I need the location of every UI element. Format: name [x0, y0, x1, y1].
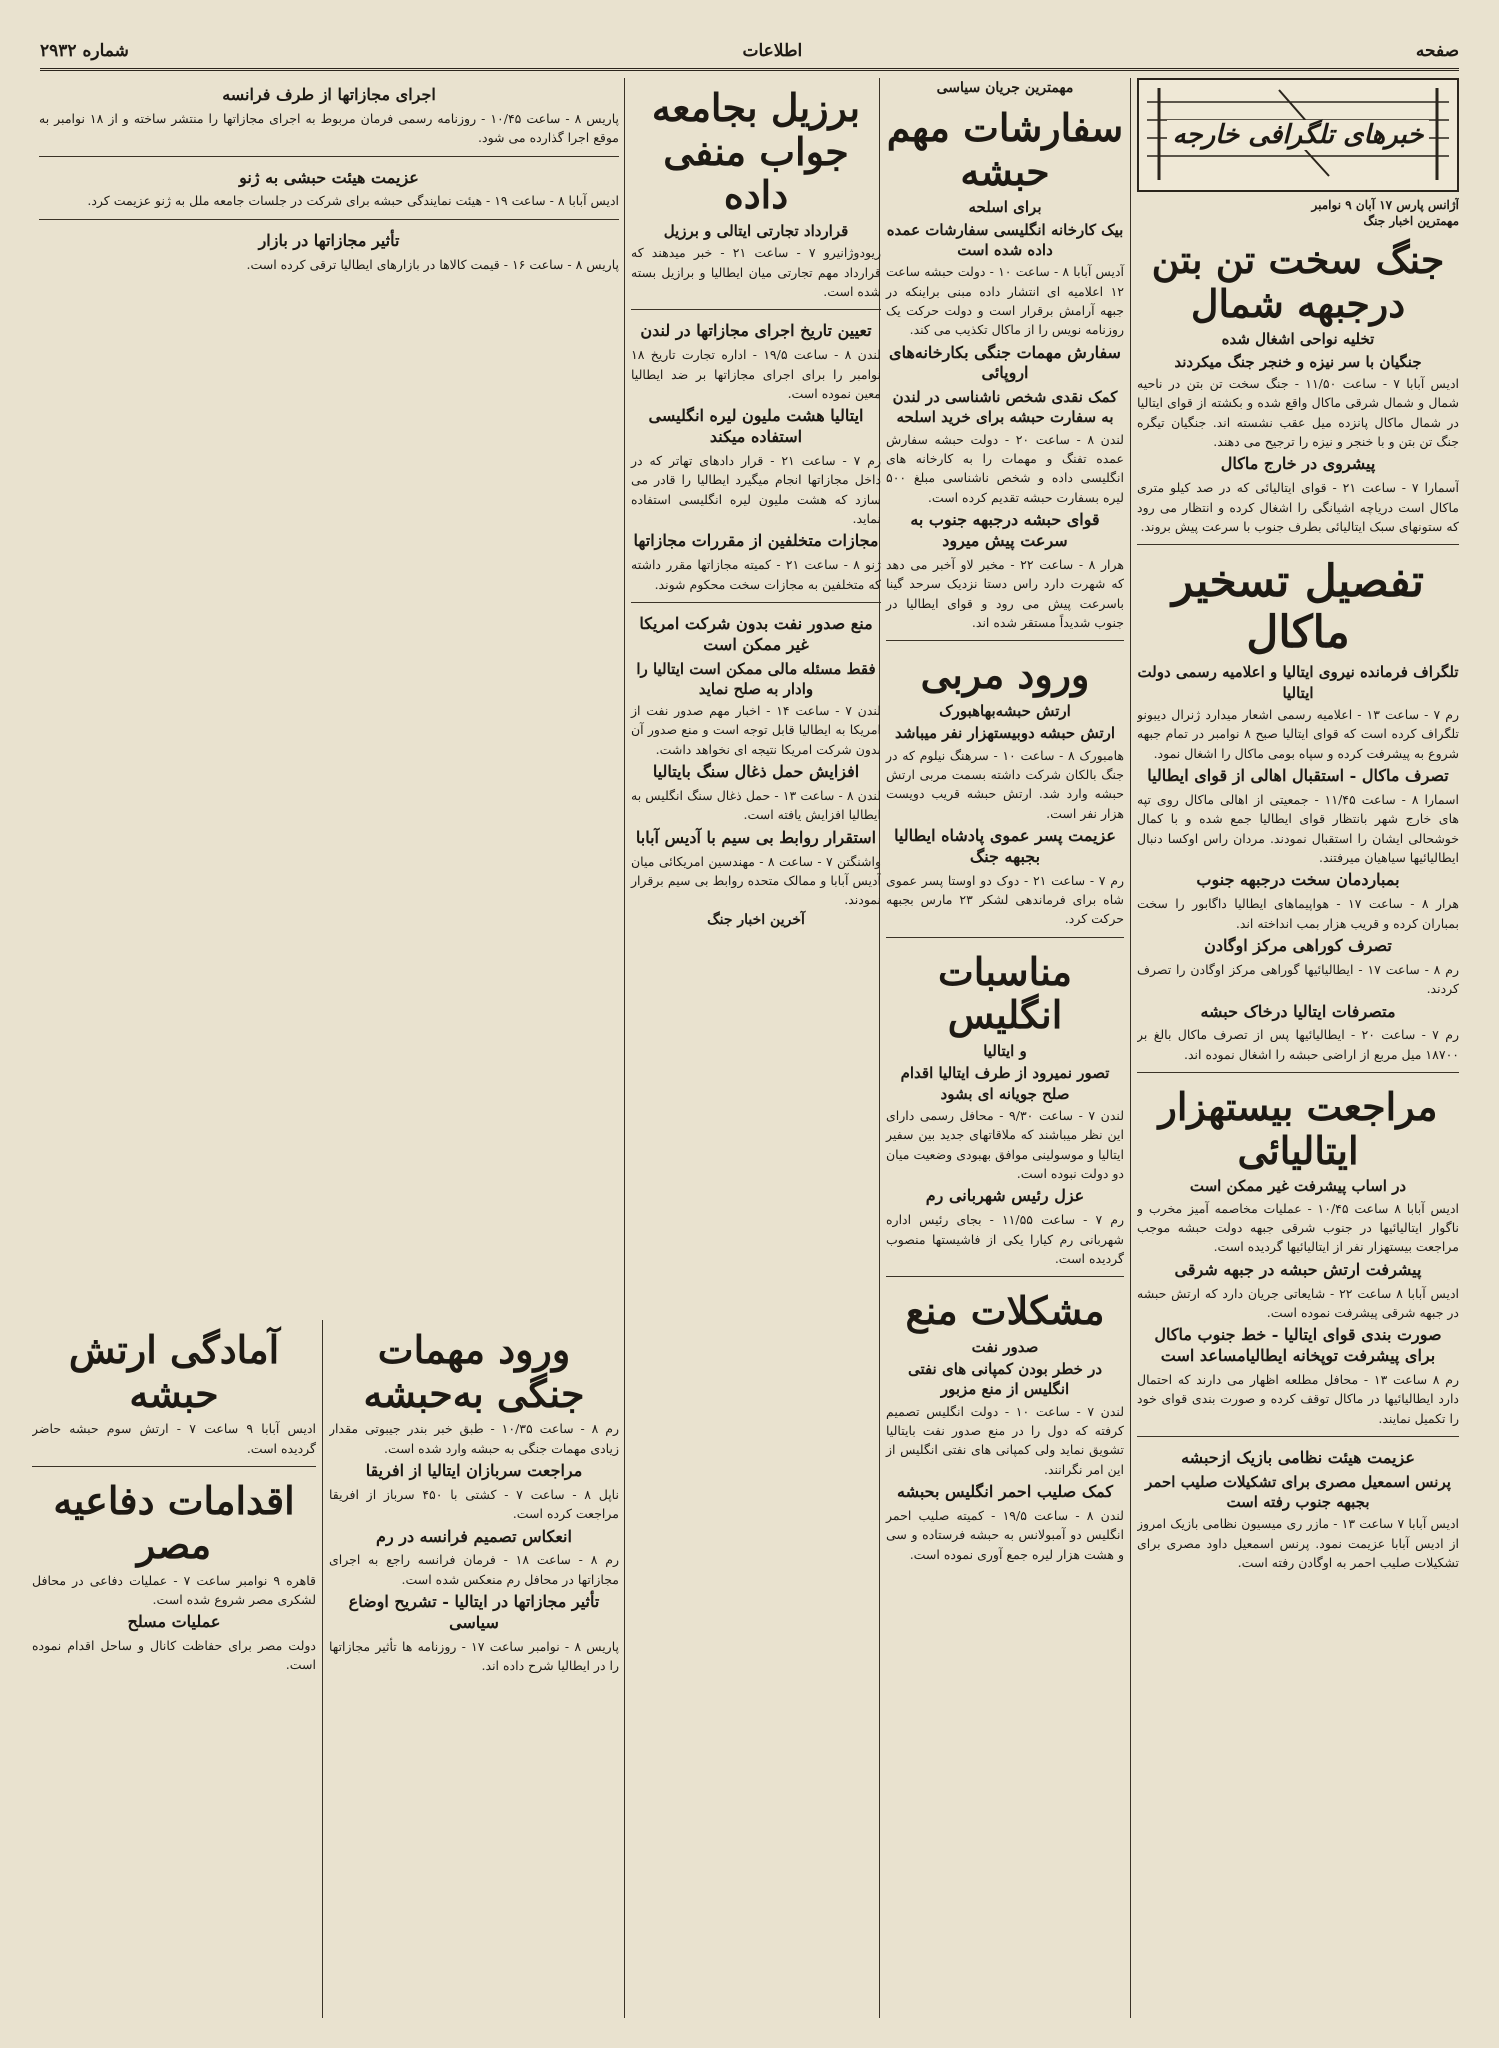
subhead: تعیین تاریخ اجرای مجازاتها در لندن	[640, 321, 872, 341]
story-body: لندن ۷ - ساعت ۱۰ - دولت انگلیس تصمیم کرفته که دول را در منع صدور نفت بایتالیا تشویق نماید ولی کمپانی های نفتی انگلیس از این امر نگرانند.	[886, 1403, 1124, 1477]
headline: جنگ سخت تن بتن درجبهه شمال	[1151, 237, 1445, 326]
story-body: لندن ۸ - ساعت ۱۹/۵ - اداره تجارت تاریخ ۱۸ نوامبر را برای اجرای مجازاتها بر ضد ایطالیا معین نموده است.	[631, 347, 881, 401]
subhead: پیشروی در خارج ماکال	[1220, 454, 1376, 474]
story-body: پاریس ۸ - نوامبر ساعت ۱۷ - روزنامه ها تأثیر مجازاتها را در ایطالیا شرح داده اند.	[329, 1638, 619, 1674]
story-arms-orders	[886, 98, 1124, 641]
subheadline: در خطر بودن کمپانی های نفتی انگلیس از منع مزبور	[907, 1360, 1103, 1399]
story-body: رم ۷ - ساعت ۱۳ - اعلامیه رسمی اشعار میدارد ژنرال دیبونو تلگراف کرده است که قوای ایتالیا صبح ۸ نوامبر در تمام جبهه شروع به پیشرفت کرده و سپاه بومی ماکال را اشغال نمود.	[1137, 706, 1459, 761]
story-body: ادیس آبابا ۹ ساعت ۷ - ارتش سوم حبشه حاضر گردیده است.	[32, 1421, 316, 1456]
story-body: پاریس ۸ - ساعت ۱۰/۴۵ - روزنامه رسمی فرمان مربوط به اجرای مجازاتها را منتشر ساخته و از ۱۸ نوامبر به موقع اجرا گذارده می شود.	[39, 110, 619, 146]
story-body: ژنو ۸ - ساعت ۲۱ - کمیته مجازاتها مقرر داشته که متخلفین به مجازات سخت محکوم شوند.	[631, 557, 881, 592]
headline: ورود مربی	[920, 652, 1090, 698]
subheadline: فقط مسئله مالی ممکن است ایتالیا را وادار به صلح نماید	[636, 659, 876, 698]
headline: مشکلات منع	[905, 1288, 1105, 1334]
subhead: ایتالیا هشت ملیون لیره انگلیسی استفاده میکند	[648, 406, 864, 447]
story-body: هرار ۸ - ساعت ۲۲ - مخبر لاو آخبر می دهد که شهرت دارد راس دستا نزدیک سرحد گینا باسرعت پیش می رود و قوای ایطالیا در جنوب شدیداً مستقر شده اند.	[886, 556, 1124, 630]
story-body: آدیس آبابا ۸ - ساعت ۱۰ - دولت حبشه ساعت ۱۲ اعلامیه ای انتشار داده مبنی براینکه در جبهه آرامش برقرار است و دولت حرکت یک روزنامه نویس را از ماکال تکذیب می کند.	[886, 264, 1124, 338]
subheadline: تصور نمیرود از طرف ایتالیا اقدام صلح جویانه ای بشود	[900, 1064, 1110, 1103]
story-body: ریودوژانیرو ۷ - ساعت ۲۱ - خبر میدهند که قرارداد مهم تجارتی میان ایطالیا و برازیل بسته شده است.	[631, 245, 881, 300]
subhead: متصرفات ایتالیا درخاک حبشه	[1200, 1001, 1396, 1021]
story-market	[39, 224, 619, 282]
story-body: رم ۸ - ساعت ۱۷ - ایطالیائیها گوراهی مرکز اوگادن را تصرف کردند.	[1137, 961, 1459, 997]
headline: آمادگی ارتش حبشه	[68, 1327, 280, 1416]
subheadline: بیک کارخانه انگلیسی سفارشات عمده داده شده است	[886, 220, 1124, 259]
headline: برزیل بجامعه جواب منفی داده	[651, 85, 861, 218]
story-body: رم ۸ - ساعت ۱۰/۳۵ - طبق خبر بندر جیبوتی مقدار زیادی مهمات جنگی به حبشه وارد شده است.	[329, 1421, 619, 1456]
subheadline: در اساب پیشرفت غیر ممکن است	[1189, 1177, 1407, 1196]
section-label: مهمترین اخبار جنگ	[1363, 214, 1459, 228]
subhead: افزایش حمل ذغال سنگ بایتالیا	[652, 762, 860, 782]
column-war-news	[1137, 78, 1459, 2018]
story-body: لندن ۸ - ساعت ۲۰ - دولت حبشه سفارش عمده تفنگ و مهمات را به کارخانه های انگلیسی داده و شخص ناشناسی مبلغ ۵۰۰ لیره بسفارت حبشه تقدیم کرده است.	[886, 431, 1124, 505]
story-egypt-defense	[32, 1471, 316, 1683]
story-body: رم ۷ - ساعت ۲۰ - ایطالیائیها پس از تصرف ماکال بالغ بر ۱۸۷۰۰ میل مربع از اراضی حبشه را اشغال نموده اند.	[1137, 1027, 1459, 1062]
paper-name: اطلاعات	[742, 41, 803, 61]
story-body: لندن ۷ - ساعت ۹/۳۰ - محافل رسمی دارای این نظر میباشند که ملاقاتهای جدید بین سفیر ایتالیا و موسولینی موافق بهبودی وضعیت میان دو دولت نبوده است.	[886, 1107, 1125, 1181]
story-belgian-mission	[1137, 1441, 1459, 1580]
subhead: عملیات مسلح	[127, 1612, 221, 1632]
subhead: منع صدور نفت بدون شرکت امریکا غیر ممکن است	[639, 614, 873, 654]
story-body: لندن ۷ - ساعت ۱۴ - اخبار مهم صدور نفت از امریکا به ایطالیا قابل توجه است و منع صدور آن بدون شرکت امریکا نتیجه ای نخواهد داشت.	[631, 703, 881, 757]
story-oil	[631, 607, 881, 936]
subhead: تأثیر مجازاتها در بازار	[258, 230, 400, 250]
story-body: رم ۷ - ساعت ۲۱ - دوک دو اوستا پسر عموی شاه برای فرماندهی لشکر ۲۳ مارس بجبهه حرکت کرد.	[886, 872, 1124, 927]
story-body: ادیس آبابا ۸ ساعت ۱۰/۴۵ - عملیات مخاصمه آمیز مخرب و ناگوار ایتالیائیها در جنوب شرقی جبهه دولت حبشه موجب مراجعت بیستهزار نفر از ایتالیائیها گردیده است.	[1137, 1200, 1459, 1255]
masthead	[40, 34, 1459, 71]
subhead: تصرف ماکال - استقبال اهالی از قوای ایطالیا	[1147, 766, 1449, 786]
story-body: ادیس آبابا ۷ - ساعت ۱۱/۵۰ - جنگ سخت تن بتن در ناحیه شمال و شمال شرقی ماکال واقع شده و بکشته از قوای ایتالیا در شمال ماکال پانزده میل عقب نشسته اند. جنگیان تیگره جنگ تن بتن و با خنجر و نیزه را ترجیح می دهند.	[1137, 375, 1459, 449]
subheadline: پرنس اسمعیل مصری برای تشکیلات صلیب احمر بجبهه جنوب رفته است	[1145, 1472, 1451, 1512]
subhead: تصرف کوراهی مرکز اوگادن	[1204, 935, 1392, 955]
subheadline: صدور نفت	[971, 1337, 1039, 1356]
story-italian-return	[1137, 1077, 1459, 1437]
subhead: سفارش مهمات جنگی بکارخانه‌های اروپائی	[889, 342, 1121, 383]
column-left-upper	[39, 78, 619, 1308]
story-munitions	[329, 1320, 619, 1684]
headline: سفارشات مهم حبشه	[886, 105, 1124, 194]
story-body: ناپل ۸ - ساعت ۷ - کشتی با ۴۵۰ سرباز از افریقا مراجعت کرده است.	[329, 1486, 619, 1522]
issue-label: شماره ۲۹۳۲	[40, 41, 129, 61]
story-army-ready	[32, 1320, 316, 1467]
dateline: آژانس پارس ۱۷ آبان ۹ نوامبر	[1311, 198, 1459, 212]
story-makale-capture	[1137, 549, 1459, 1073]
subheadline: تخلیه نواحی اشغال شده	[1221, 330, 1375, 349]
section-logo	[1137, 78, 1459, 192]
section-kicker: آخرین اخبار جنگ	[707, 911, 805, 928]
subheadline: جنگیان با سر نیزه و خنجر جنگ میکردند	[1174, 352, 1422, 371]
story-body: رم ۷ - ساعت ۲۱ - قرار دادهای تهاتر که در داخل مجازاتها انجام میگیرد ایطالیا را قادر می سازد که هشت ملیون لیره انگلیسی استفاده نماید.	[631, 452, 881, 527]
subhead: قوای حبشه درجبهه جنوب به سرعت پیش میرود	[910, 510, 1100, 551]
headline: اقدامات دفاعیه مصر	[53, 1478, 295, 1567]
subhead: بمباردمان سخت درجبهه جنوب	[1196, 870, 1400, 890]
page-label: صفحه	[1415, 41, 1459, 61]
story-sanctions-london	[631, 314, 881, 603]
column-left-lower-right	[329, 1320, 619, 2018]
story-body: ادیس آبابا ۸ ساعت ۲۲ - شایعاتی جریان دارد که ارتش حبشه در جبهه شرقی پیشرفت نموده است.	[1137, 1285, 1459, 1320]
story-body: اسمارا ۸ - ساعت ۱۱/۴۵ - جمعیتی از اهالی ماکال روی تپه های خارج شهر بانتظار قوای ایطالیا جمع شده و با کمال خوشحالی ایشان را استقبال نمودند. مردان راس اوکسا دنبال ایطالیائیها سیاهیان میرفتند.	[1137, 791, 1459, 866]
story-north-front	[1137, 230, 1459, 545]
story-france-sanctions	[39, 78, 619, 157]
subheadline: ارتش حبشه‌بهاهبورک	[939, 702, 1071, 720]
subhead: انعکاس تصمیم فرانسه در رم	[376, 1526, 572, 1546]
story-anglo-italian	[886, 942, 1124, 1278]
subhead: پیشرفت ارتش حبشه در جبهه شرقی	[1174, 1259, 1422, 1279]
subheadline: تلگراف فرمانده نیروی ایتالیا و اعلامیه رسمی دولت ایتالیا	[1137, 663, 1459, 702]
story-body: ادیس آبابا ۸ - ساعت ۱۹ - هیئت نمایندگی حبشه برای شرکت در جلسات جامعه ملل به ژنو عزیمت کرد.	[87, 193, 619, 209]
story-body: هرار ۸ - ساعت ۱۷ - هواپیماهای ایطالیا داگابور را سخت بمباران کرده و قریب هزار بمب انداخته اند.	[1137, 896, 1459, 931]
story-body: لندن ۸ - ساعت ۱۳ - حمل ذغال سنگ انگلیس به ایطالیا افزایش یافته است.	[631, 788, 881, 823]
story-body: رم ۷ - ساعت ۱۱/۵۵ - بجای رئیس اداره شهربانی رم کیارا یکی از فاشیستها منصوب گردیده است.	[886, 1212, 1124, 1266]
headline: تفصیل تسخیر ماکال	[1171, 556, 1425, 658]
headline: مراجعت بیستهزار ایتالیائی	[1158, 1084, 1438, 1173]
subhead: عزیمت هیئت حبشی به ژنو	[239, 167, 419, 187]
story-body: پاریس ۸ - ساعت ۱۶ - قیمت کالاها در بازارهای ایطالیا ترقی کرده است.	[246, 256, 619, 272]
story-body: آسمارا ۷ - ساعت ۲۱ - قوای ایتالیائی که در صد کیلو متری ماکال است دریاچه اشیانگی را اشغال کرده و انتظار می رود که ستونهای سبک ایتالیائی بطرف جنوب با سرعت پیش بروند.	[1137, 480, 1459, 534]
subhead: صورت بندی قوای ایتالیا - خط جنوب ماکال برای پیشرفت توپخانه ایطالیامساعد است	[1154, 1325, 1442, 1366]
headline: مناسبات انگلیس	[937, 948, 1073, 1038]
subhead: مجازات متخلفین از مقررات مجازاتها	[633, 531, 879, 551]
story-body: رم ۸ ساعت ۱۳ - محافل مطلعه اظهار می دارند که احتمال دارد ایطالیائیها در ماکال توقف کرده و صورت بندی قوای خود را تکمیل نمایند.	[1137, 1371, 1459, 1426]
subhead: کمک صلیب احمر انگلیس بحبشه	[896, 1482, 1114, 1502]
story-instructor	[886, 645, 1124, 937]
story-body: واشنگتن ۷ - ساعت ۸ - مهندسین امریکائی میان آدیس آبابا و ممالک متحده روابط بی سیم برقرار نمودند.	[631, 853, 881, 908]
subhead: استقرار روابط بی سیم با آدیس آبابا	[635, 827, 877, 847]
subheadline: ارتش حبشه دوبیستهزار نفر میباشد	[894, 724, 1116, 743]
subhead: عزیمت پسر عموی پادشاه ایطالیا بجبهه جنگ	[894, 826, 1116, 866]
section-kicker: مهمترین جریان سیاسی	[936, 80, 1074, 96]
subhead: اجرای مجازاتها از طرف فرانسه	[222, 85, 436, 104]
story-delegation	[39, 161, 619, 220]
story-body: دولت مصر برای حفاظت کانال و ساحل اقدام نموده است.	[32, 1638, 316, 1673]
subhead: عزل رئیس شهربانی رم	[925, 1186, 1085, 1206]
story-body: رم ۸ - ساعت ۱۸ - فرمان فرانسه راجع به اجرای مجازاتها در محافل رم منعکس شده است.	[329, 1552, 619, 1587]
subheadline: قرارداد تجارتی ایتالی و برزیل	[663, 222, 849, 241]
subhead: تأثیر مجازاتها در ایتالیا - تشریح اوضاع سیاسی	[348, 1592, 600, 1633]
story-brazil	[631, 78, 881, 310]
column-political	[879, 78, 1131, 2018]
subheadline: و ایتالیا	[983, 1042, 1027, 1061]
story-body: ادیس آبابا ۷ ساعت ۱۳ - مازر ری میسیون نظامی بازیک امروز از ادیس آبابا عزیمت نمود. پرنس اسمعیل داود مصری برای تشکیلات صلیب احمر به اوگادن رفته است.	[1137, 1516, 1459, 1571]
subhead: مراجعت سربازان ایتالیا از افریقا	[365, 1461, 583, 1481]
section-logo-title: خبرهای تلگرافی خارجه	[1167, 120, 1430, 150]
subheadline: کمک نقدی شخص ناشناسی در لندن به سفارت حبشه برای خرید اسلحه	[892, 388, 1118, 427]
subheadline: برای اسلحه	[968, 198, 1042, 217]
story-body: قاهره ۹ نوامبر ساعت ۷ - عملیات دفاعی در محافل لشکری مصر شروع شده است.	[32, 1572, 317, 1607]
headline: ورود مهمات جنگی به‌حبشه	[363, 1327, 585, 1416]
story-body: لندن ۸ - ساعت ۱۹/۵ - کمیته صلیب احمر انگلیس دو آمبولانس به حبشه فرستاده و سی و هشت هزار لیره جمع آوری نموده است.	[886, 1508, 1124, 1562]
column-sanctions	[624, 78, 881, 2018]
story-body: هامبورک ۸ - ساعت ۱۰ - سرهنگ نیلوم که در جنگ بالکان شرکت داشته بسمت مربی ارتش حبشه وارد شد. ارتش حبشه قریب دویست هزار نفر است.	[886, 747, 1124, 821]
subhead: عزیمت هیئت نظامی بازیک ازحبشه	[1181, 1448, 1415, 1468]
story-embargo	[886, 1281, 1124, 1572]
column-left-lower-left	[32, 1320, 323, 2018]
